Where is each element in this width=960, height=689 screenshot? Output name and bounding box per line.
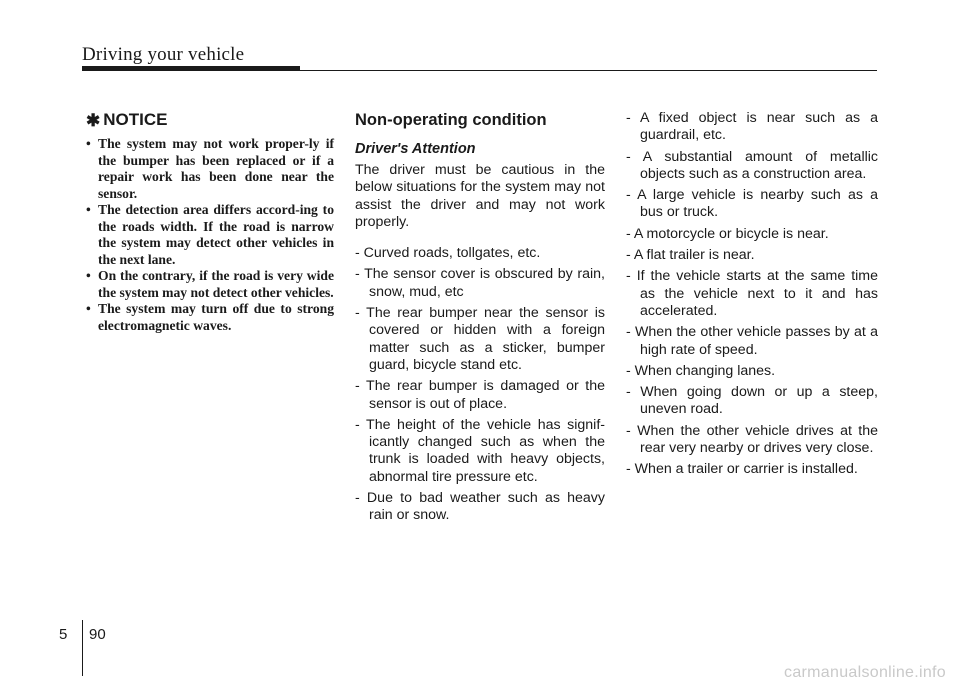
page-header-title: Driving your vehicle [82,44,245,65]
condition-item: - A large vehicle is nearby such as a bus or truck. [626,187,878,221]
condition-item: - A motorcycle or bicycle is near. [626,225,829,242]
notice-box [86,110,334,334]
non-operating-section [355,110,605,529]
condition-item: - The rear bumper near the sensor is covered or hidden with a foreign matter such as a sticker, bumper guard, bicycle stand etc. [355,305,605,373]
watermark: carmanualsonline.info [784,664,946,681]
condition-item: - A substantial amount of metallic objects such as a construction area. [626,148,878,182]
notice-heading-text: NOTICE [103,110,168,129]
condition-item: - When a trailer or carrier is installed. [626,461,858,478]
conditions-list-col3 [626,110,878,479]
bullet-icon: • [86,268,91,283]
notice-heading [86,110,334,130]
condition-item: - The rear bumper is damaged or the sensor is out of place. [355,378,605,412]
condition-item: - A flat trailer is near. [626,247,755,264]
conditions-list-col2 [355,245,605,524]
notice-item: • The system may turn off due to strong electromagnetic waves. [86,301,334,333]
notice-item: • On the contrary, if the road is very wide the system may not detect other vehicles. [86,268,334,300]
condition-item: - A fixed object is near such as a guardrail, etc. [626,110,878,144]
page-number: 90 [89,626,106,643]
notice-item: • The detection area differs accord-ing to the roads width. If the road is narrow the system may detect other vehicles in the next lane. [86,202,334,267]
header-rule-thick [82,66,300,71]
section-intro: The driver must be cautious in the below situations for the system may not assist the driver and may not work properly. [355,162,605,230]
section-heading: Non-operating condition [355,111,547,129]
section-subheading: Driver's Attention [355,141,476,157]
notice-item: • The system may not work proper-ly if the bumper has been replaced or if a repair work has been done near the sensor. [86,136,334,201]
page-number-separator [82,620,83,676]
conditions-continued [626,110,878,483]
condition-item: - If the vehicle starts at the same time as the vehicle next to it and has accelerated. [626,268,878,319]
bullet-icon: • [86,301,91,316]
condition-item: - When changing lanes. [626,362,776,379]
notice-star-icon: ✱ [86,110,101,130]
condition-item: - When going down or up a steep, uneven road. [626,384,878,418]
condition-item: - The height of the vehicle has signif-icantly changed such as when the trunk is loaded with heavy objects, abnormal tire pressure etc. [355,416,605,485]
bullet-icon: • [86,202,91,217]
condition-item: - Curved roads, tollgates, etc. [355,245,541,262]
notice-list [86,136,334,334]
chapter-number: 5 [59,626,68,643]
condition-item: - Due to bad weather such as heavy rain or snow. [355,490,605,524]
bullet-icon: • [86,136,91,151]
header-rule-thin [300,70,877,71]
condition-item: - When the other vehicle passes by at a high rate of speed. [626,324,878,358]
condition-item: - The sensor cover is obscured by rain, snow, mud, etc [355,266,605,300]
condition-item: - When the other vehicle drives at the rear very nearby or drives very close. [626,422,878,457]
